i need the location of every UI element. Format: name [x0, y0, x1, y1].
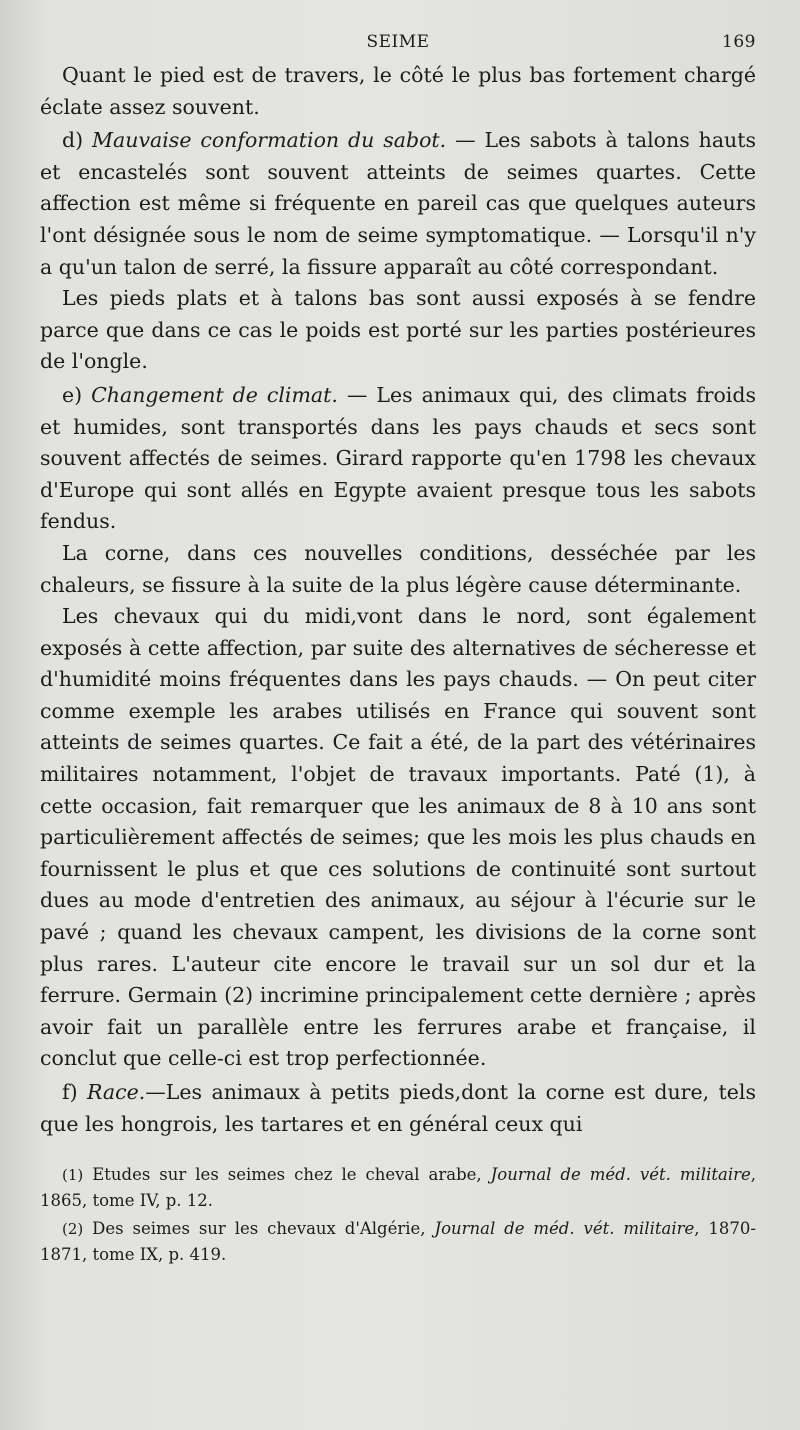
footnote-1-text: Etudes sur les seimes chez le cheval arabe,: [83, 1165, 491, 1185]
footnote-1: [40, 1162, 756, 1213]
paragraph-e-text: — Les animaux qui, des climats froids et humides, sont transportés dans les pays chauds et secs sont souvent affectés de seimes. Girard rapporte qu'en 1798 les chevaux d'Europe qui sont allés en Egypte avaient presque tous les sabots fendus.: [40, 382, 756, 534]
heading-changement-climat: Changement de climat.: [91, 382, 338, 407]
footnote-1-tail: , 1865, tome IV, p. 12.: [40, 1165, 757, 1211]
footnote-2: [40, 1216, 756, 1267]
paragraph-pieds-plats: Les pieds plats et à talons bas sont aussi exposés à se fendre parce que dans ce cas le poids est porté sur les parties postérieures de l'ongle.: [40, 286, 756, 374]
paragraph-f: [40, 1077, 756, 1140]
heading-mauvaise-conformation: Mauvaise conformation du sabot.: [92, 128, 447, 153]
footnote-2-mark: (2): [62, 1220, 84, 1239]
item-label-d: d): [62, 128, 93, 153]
item-label-e: e): [62, 382, 92, 407]
item-label-f: f): [62, 1080, 88, 1104]
heading-race: Race.: [87, 1080, 146, 1104]
running-title: SEIME: [366, 32, 430, 52]
paragraph-1: Quant le pied est de travers, le côté le plus bas fortement chargé éclate assez souvent.: [40, 63, 756, 119]
body-text: [40, 60, 756, 1140]
paragraph-chevaux-midi: Les chevaux qui du midi,vont dans le nord, sont également exposés à cette affection, par suite des alternatives de sécheresse et d'humidité moins fréquentes dans les pays chauds. — On peut citer comme exemple les arabes utilisés en France qui souvent sont atteints de seimes quartes. Ce fait a été, de la part des vétérinaires militaires notamment, l'objet de travaux importants. Paté (1), à cette occasion, fait remarquer que les animaux de 8 à 10 ans sont particulièrement affectés de seimes; que les mois les plus chauds en fournissent le plus et que ces solutions de continuité sont surtout dues au mode d'entretien des animaux, au séjour à l'écurie sur le pavé ; quand les chevaux campent, les divisions de la corne sont plus rares. L'auteur cite encore le travail sur un sol dur et la ferrure. Germain (2) incrimine principalement cette dernière ; après avoir fait un parallèle entre les ferrures arabe et française, il conclut que celle-ci est trop perfectionnée.: [40, 604, 756, 1071]
footnote-1-mark: (1): [62, 1166, 84, 1185]
page-number: 169: [722, 32, 756, 52]
paragraph-f-text: —Les animaux à petits pieds,dont la corne est dure, tels que les hongrois, les tartares et en général ceux qui: [40, 1080, 756, 1136]
footnotes: [40, 1162, 756, 1267]
paragraph-e: [40, 380, 756, 538]
footnote-2-text: Des seimes sur les chevaux d'Algérie,: [83, 1219, 435, 1239]
footnote-2-tail: , 1870-1871, tome IX, p. 419.: [40, 1219, 756, 1265]
running-head: [40, 32, 756, 60]
paragraph-corne: La corne, dans ces nouvelles conditions, desséchée par les chaleurs, se fissure à la suite de la plus légère cause déterminante.: [40, 540, 756, 597]
footnote-1-journal: Journal de méd. vét. militaire: [490, 1165, 751, 1185]
footnote-2-journal: Journal de méd. vét. militaire: [434, 1219, 695, 1239]
paragraph-d-text: — Les sabots à talons hauts et encastelés sont souvent atteints de seimes quartes. Cette affection est même si fréquente en pareil cas que quelques auteurs l'ont désignée sous le nom de seime symptomatique. — Lorsqu'il n'y a qu'un talon de serré, la fissure apparaît au côté correspondant.: [40, 128, 756, 279]
paragraph-d: [40, 125, 756, 283]
